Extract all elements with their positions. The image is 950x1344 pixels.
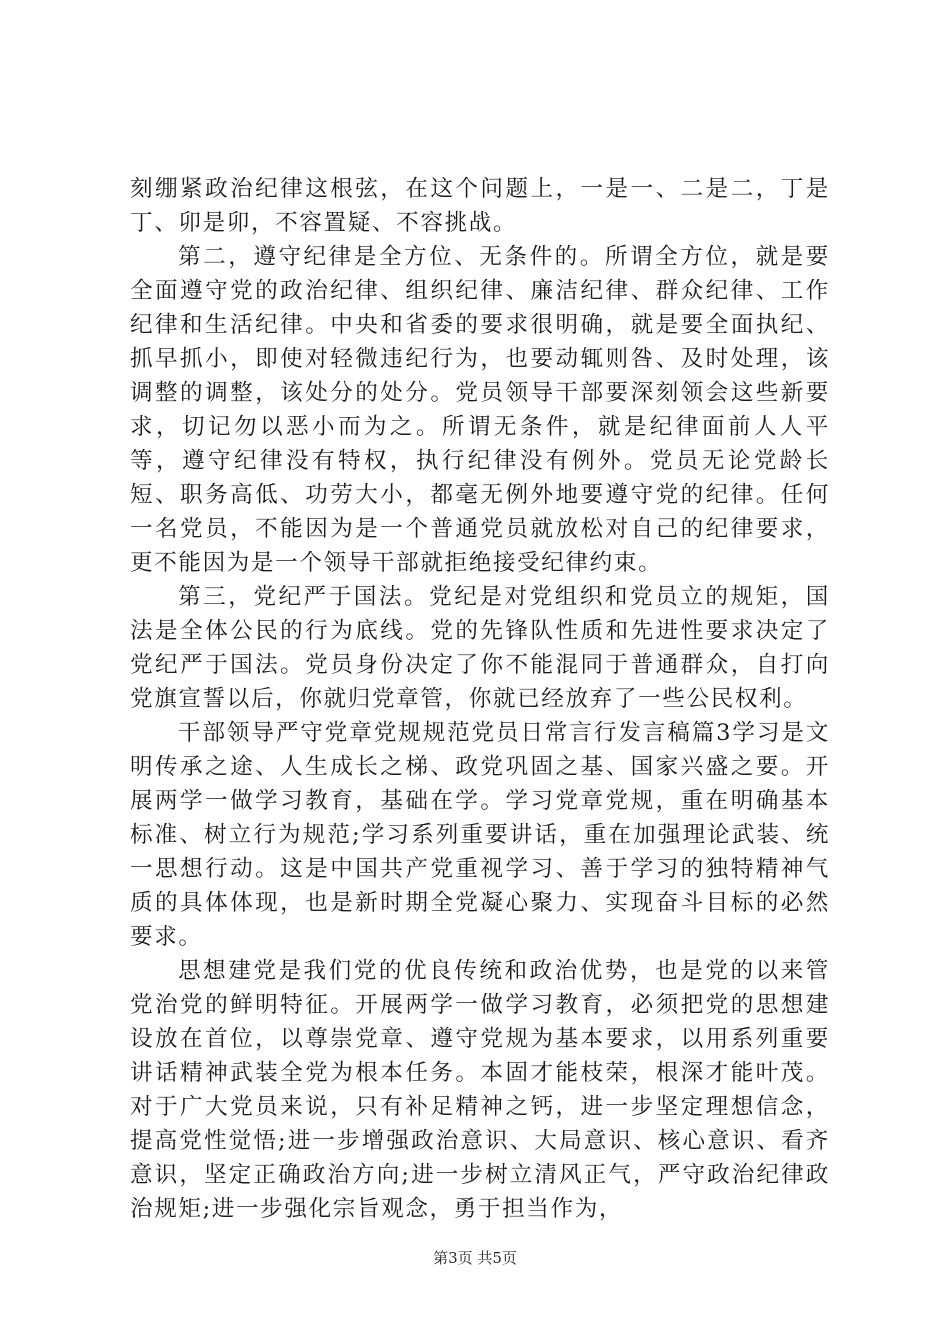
document-body: [130, 172, 830, 1226]
paragraph-1: 刻绷紧政治纪律这根弦，在这个问题上，一是一、二是二，丁是丁、卯是卯，不容置疑、不容挑战。: [130, 176, 830, 236]
paragraph-2: 第二，遵守纪律是全方位、无条件的。所谓全方位，就是要全面遵守党的政治纪律、组织纪律、廉洁纪律、群众纪律、工作纪律和生活纪律。中央和省委的要求很明确，就是要全面执纪、抓早抓小，即使对轻微违纪行为，也要动辄则咎、及时处理，该调整的调整，该处分的处分。党员领导干部要深刻领会这些新要求，切记勿以恶小而为之。所谓无条件，就是纪律面前人人平等，遵守纪律没有特权，执行纪律没有例外。党员无论党龄长短、职务高低、功劳大小，都毫无例外地要遵守党的纪律。任何一名党员，不能因为是一个普通党员就放松对自己的纪律要求，更不能因为是一个领导干部就拒绝接受纪律约束。: [130, 244, 830, 576]
page-footer: [0, 1248, 950, 1268]
paragraph-5: 思想建党是我们党的优良传统和政治优势，也是党的以来管党治党的鲜明特征。开展两学一做学习教育，必须把党的思想建设放在首位，以尊崇党章、遵守党规为基本要求，以用系列重要讲话精神武装全党为根本任务。本固才能枝荣，根深才能叶茂。对于广大党员来说，只有补足精神之钙，进一步坚定理想信念，提高党性觉悟;进一步增强政治意识、大局意识、核心意识、看齐意识，坚定正确政治方向;进一步树立清风正气，严守政治纪律政治规矩;进一步强化宗旨观念，勇于担当作为，: [130, 958, 830, 1222]
paragraph-4: 干部领导严守党章党规规范党员日常言行发言稿篇3学习是文明传承之途、人生成长之梯、政党巩固之基、国家兴盛之要。开展两学一做学习教育，基础在学。学习党章党规，重在明确基本标准、树立行为规范;学习系列重要讲话，重在加强理论武装、统一思想行动。这是中国共产党重视学习、善于学习的独特精神气质的具体体现，也是新时期全党凝心聚力、实现奋斗目标的必然要求。: [130, 720, 830, 950]
paragraph-3: 第三，党纪严于国法。党纪是对党组织和党员立的规矩，国法是全体公民的行为底线。党的先锋队性质和先进性要求决定了党纪严于国法。党员身份决定了你不能混同于普通群众，自打向党旗宣誓以后，你就归党章管，你就已经放弃了一些公民权利。: [130, 584, 830, 712]
page-number-label: 第3页 共5页: [433, 1249, 517, 1267]
